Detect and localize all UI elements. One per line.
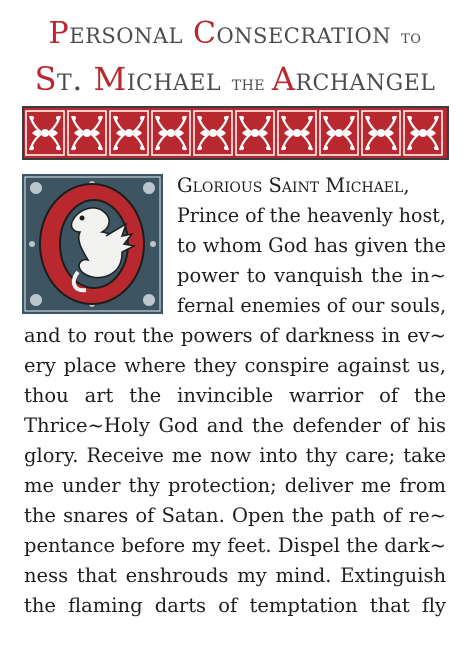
prayer-line-9: Thrice~Holy God and the defender of his — [24, 414, 446, 437]
ornamental-band — [22, 106, 449, 160]
title-word-michael: ichael — [126, 60, 232, 98]
title-word-personal: ersonal — [69, 16, 193, 51]
illuminated-initial — [22, 174, 163, 314]
title-line-2 — [0, 60, 470, 103]
title-cap-s: S — [34, 60, 58, 98]
dragon-initial-icon — [22, 174, 163, 314]
prayer-line-2: Prince of the heavenly host, — [177, 204, 446, 227]
title-cap-m: M — [93, 60, 127, 98]
title-word-archangel: rchangel — [295, 60, 436, 98]
prayer-line-12: the snares of Satan. Open the path of re~ — [24, 504, 446, 527]
prayer-line-6: and to rout the powers of darkness in ev~ — [24, 324, 446, 347]
title-cap-p: P — [48, 16, 70, 51]
prayer-line-5: fernal enemies of our souls, — [177, 294, 447, 317]
prayer-line-10: glory. Receive me now into thy care; take — [24, 444, 447, 467]
prayer-line-1: Glorious Saint Michael, — [177, 174, 410, 197]
prayer-line-7: ery place where they conspire against us, — [24, 354, 446, 377]
title-word-to: to — [401, 27, 422, 48]
title-word-the: the — [231, 72, 272, 95]
prayer-line-11: me under thy protection; deliver me from — [24, 474, 446, 497]
prayer-line-4: power to vanquish the in~ — [177, 264, 446, 287]
prayer-line-14: ness that enshrouds my mind. Extinguish — [24, 564, 447, 587]
title-word-st: t. — [57, 60, 94, 98]
title-line-1 — [0, 16, 470, 56]
title-cap-c: C — [193, 16, 217, 51]
prayer-line-8: thou art the invincible warrior of the — [24, 384, 446, 407]
title-cap-a: A — [271, 60, 296, 98]
prayer-line-15: the flaming darts of temptation that fly — [24, 594, 447, 617]
title-word-consecration: onsecration — [216, 16, 402, 51]
leaf-ornament-icon — [24, 108, 447, 158]
prayer-line-3: to whom God has given the — [177, 234, 447, 257]
prayer-line-13: pentance before my feet. Dispel the dark~ — [24, 534, 447, 557]
